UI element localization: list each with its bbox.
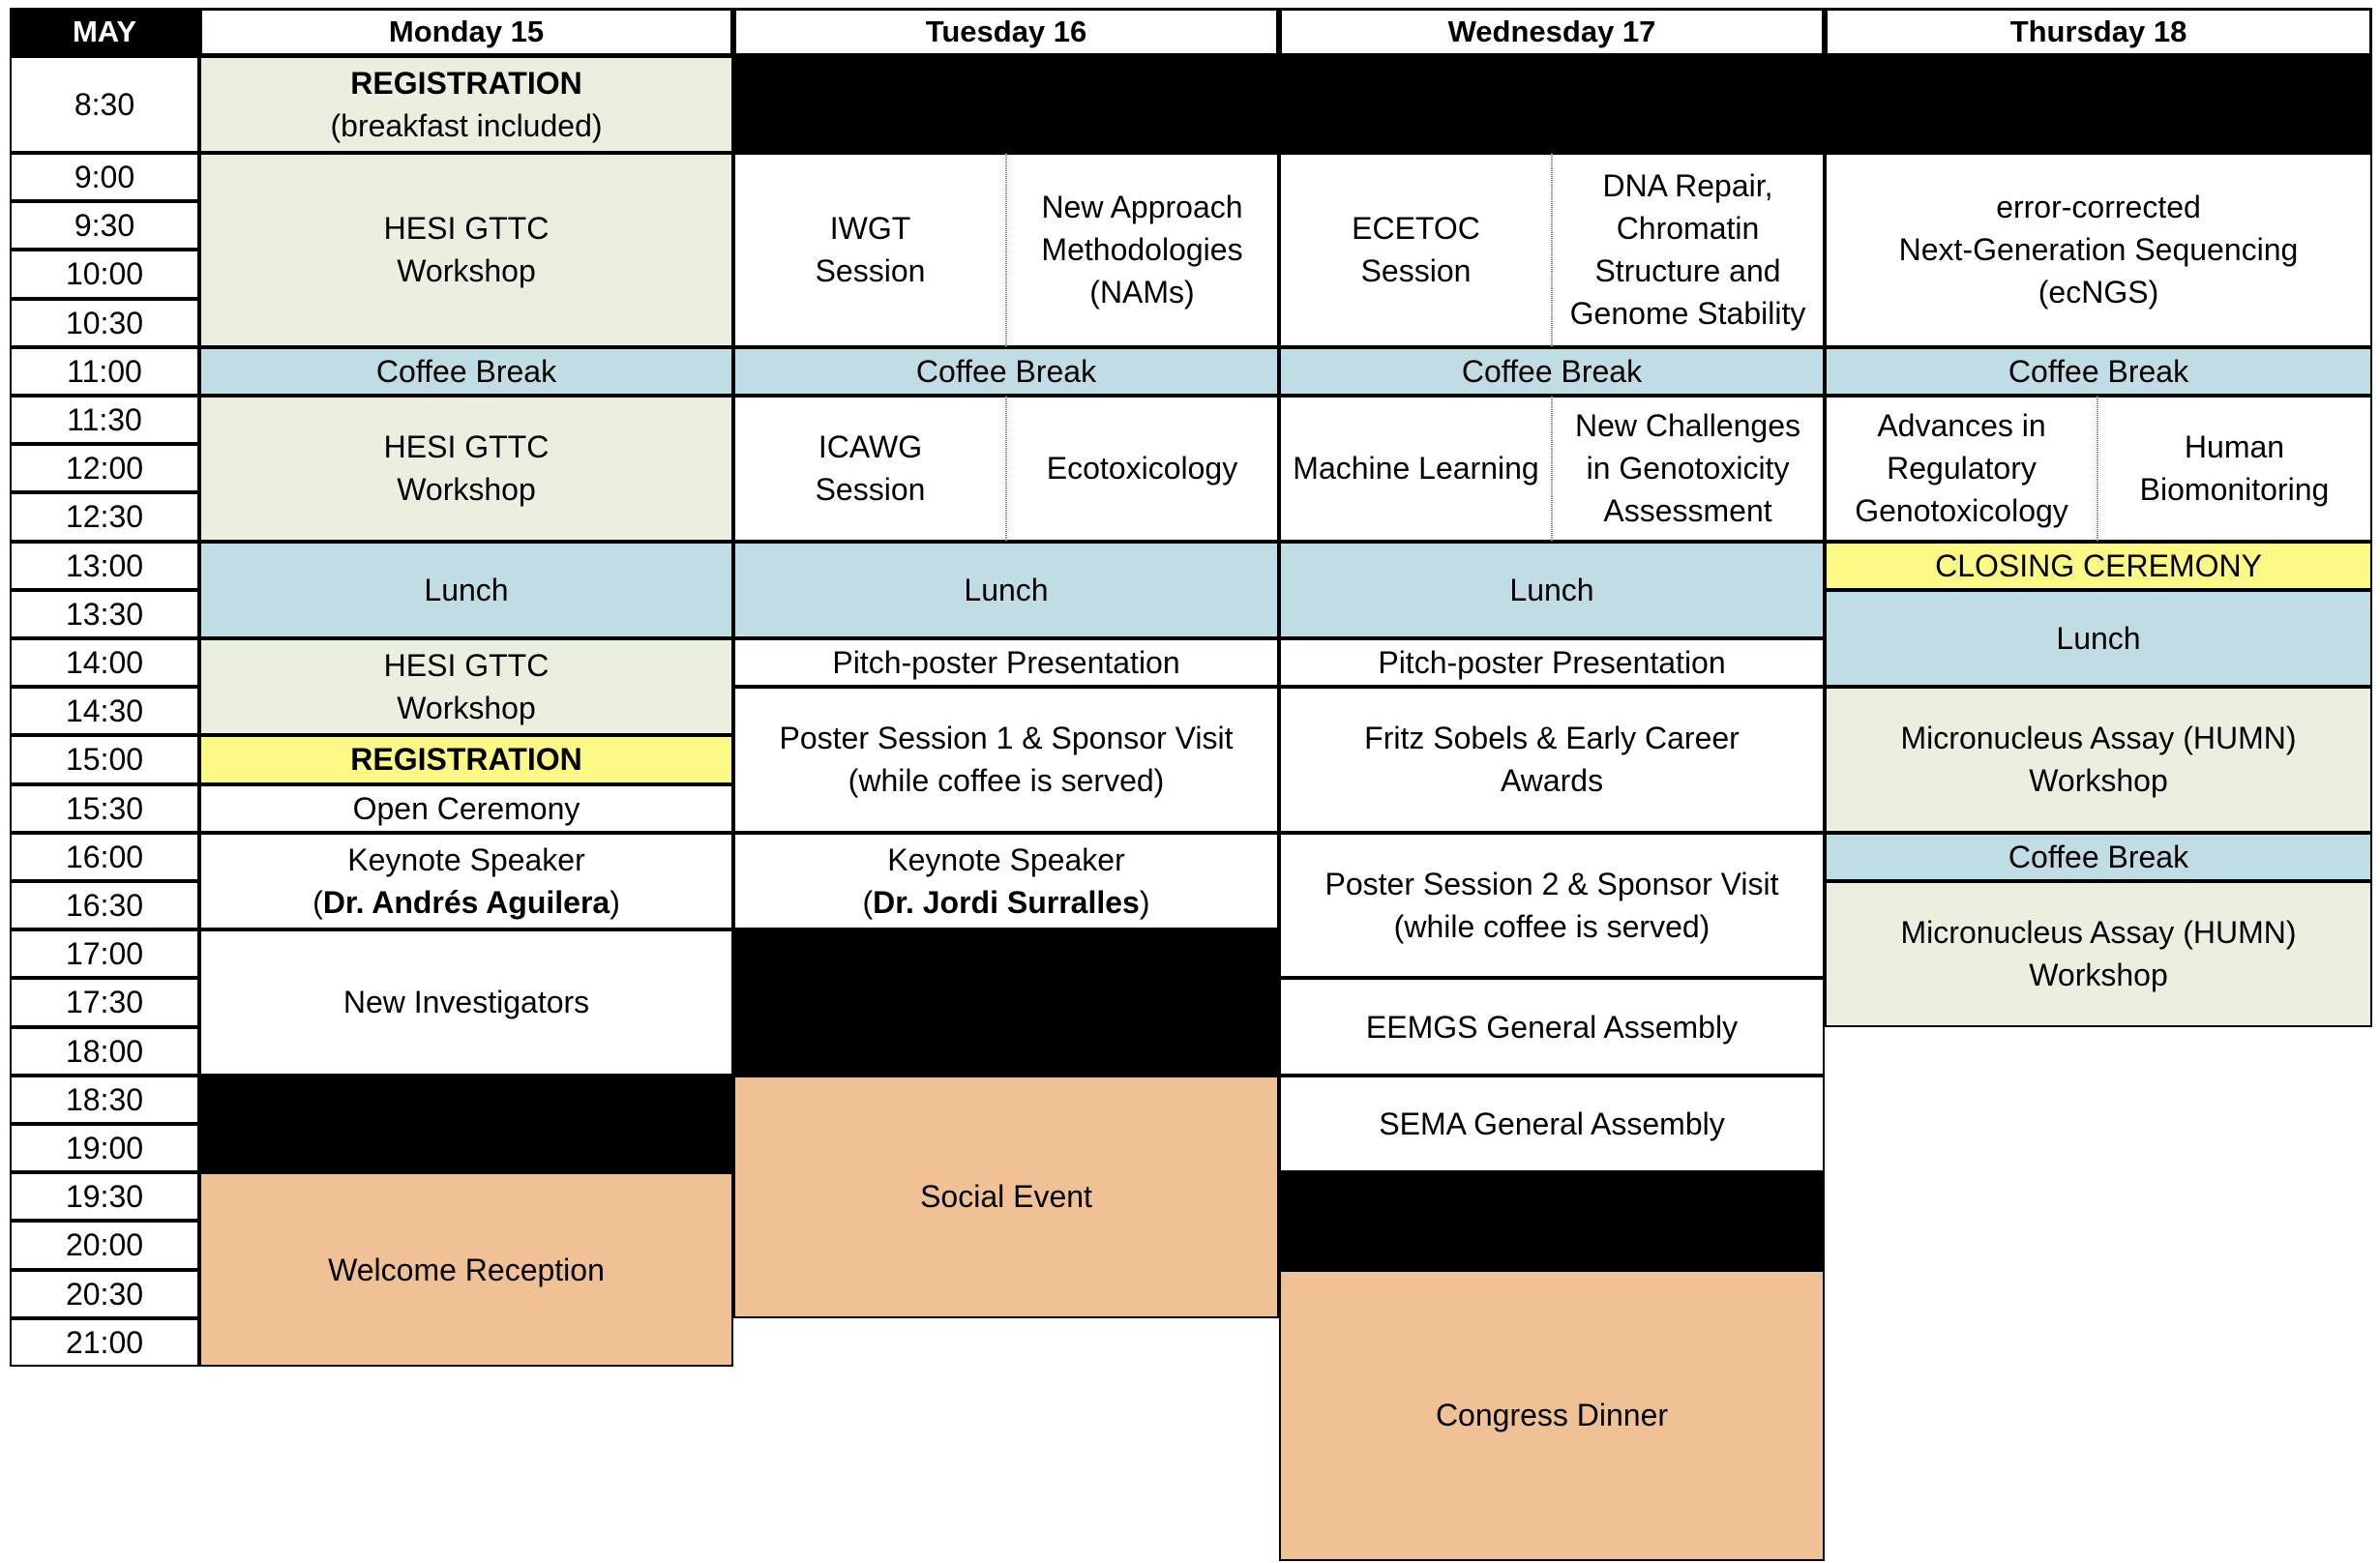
monday-welcome-reception	[199, 1172, 733, 1367]
thursday-closing-ceremony	[1825, 542, 2372, 590]
day-header	[733, 8, 1279, 56]
session-text-line: Session	[1360, 253, 1472, 289]
session-text-line: Biomonitoring	[2139, 472, 2330, 508]
time-slot	[10, 735, 199, 783]
session-text-line: (breakfast included)	[330, 108, 603, 143]
session-text-line: (NAMs)	[1089, 275, 1195, 310]
session-text-line: 17:30	[65, 985, 144, 1020]
session-text-line: Tuesday 16	[925, 15, 1087, 48]
session-text-line: Congress Dinner	[1435, 1398, 1669, 1433]
session-text-line: Keynote Speaker	[347, 841, 585, 877]
time-slot	[10, 1076, 199, 1124]
tuesday-ecotox	[1006, 396, 1279, 542]
time-slot	[10, 250, 199, 298]
keynote-speaker	[312, 881, 620, 924]
session-text-line: Social Event	[920, 1179, 1092, 1215]
session-text-line: Monday 15	[388, 15, 545, 48]
wednesday-coffee-break	[1279, 347, 1825, 396]
session-text-line: Poster Session 2 & Sponsor Visit	[1324, 867, 1779, 902]
wednesday-new-challenges	[1552, 396, 1825, 542]
session-text-line: New Challenges	[1574, 408, 1800, 444]
session-text-line: Next-Generation Sequencing	[1898, 232, 2299, 268]
time-slot	[10, 929, 199, 978]
session-text-line: in Genotoxicity	[1586, 451, 1790, 487]
paren: )	[1139, 884, 1150, 920]
time-slot	[10, 396, 199, 444]
session-text-line: 20:00	[65, 1227, 144, 1263]
thursday-lunch	[1825, 590, 2372, 688]
session-text-line: Coffee Break	[2008, 353, 2189, 389]
session-text-line: 8:30	[74, 87, 135, 122]
session-text-line: 15:00	[65, 742, 144, 778]
session-text-line: Fritz Sobels & Early Career	[1364, 721, 1740, 756]
session-text-line: Human	[2184, 429, 2285, 465]
time-slot	[10, 299, 199, 347]
session-text-line: ECETOC	[1352, 211, 1480, 247]
session-text-line: 13:30	[65, 596, 144, 632]
session-text-line: EEMGS General Assembly	[1365, 1009, 1739, 1045]
session-text-line: DNA Repair,	[1602, 168, 1773, 204]
tuesday-icawg	[733, 396, 1006, 542]
thursday-ecngs	[1825, 153, 2372, 347]
session-text-line: HESI GTTC	[383, 211, 550, 247]
session-text-line: Ecotoxicology	[1046, 451, 1238, 487]
session-text-line: (ecNGS)	[2038, 275, 2159, 310]
session-text-line: Workshop	[2029, 958, 2168, 993]
session-text-line: Coffee Break	[375, 353, 557, 389]
wednesday-dna-repair	[1552, 153, 1825, 347]
session-text-line: Genome Stability	[1569, 296, 1806, 332]
session-text-line: 9:00	[74, 160, 135, 195]
wednesday-awards	[1279, 687, 1825, 833]
session-text-line: Coffee Break	[2008, 839, 2189, 874]
time-slot	[10, 687, 199, 735]
session-text-line: Lunch	[2056, 620, 2141, 656]
thursday-humn-workshop-2	[1825, 881, 2372, 1027]
session-text-line: Structure and	[1594, 253, 1781, 289]
time-slot	[10, 1318, 199, 1367]
tuesday-keynote	[733, 833, 1279, 929]
time-slot	[10, 492, 199, 541]
monday-keynote	[199, 833, 733, 929]
monday-hesi-workshop-3	[199, 638, 733, 735]
day-header	[199, 8, 733, 56]
session-text-line: 9:30	[74, 208, 135, 244]
wednesday-sema-assembly	[1279, 1076, 1825, 1172]
monday-registration-2	[199, 735, 733, 783]
session-text-line: 18:00	[65, 1033, 144, 1069]
tuesday-lunch	[733, 542, 1279, 638]
time-slot	[10, 444, 199, 492]
thursday-humn-workshop-1	[1825, 687, 2372, 833]
monday-hesi-workshop-1	[199, 153, 733, 347]
session-text-line: Open Ceremony	[352, 790, 580, 826]
monday-lunch	[199, 542, 733, 638]
session-text-line: Awards	[1500, 763, 1604, 799]
session-text-line: 12:30	[65, 499, 144, 535]
tuesday-pitch-poster	[733, 638, 1279, 687]
session-text-line: Pitch-poster Presentation	[832, 645, 1180, 681]
keynote-speaker	[863, 881, 1150, 924]
tuesday-coffee-break	[733, 347, 1279, 396]
time-slot	[10, 638, 199, 687]
session-text-line: ICAWG	[818, 429, 923, 465]
thursday-advances-regulatory	[1825, 396, 2097, 542]
session-text-line: 19:00	[65, 1131, 144, 1166]
paren: (	[312, 884, 323, 920]
session-text-line: Advances in	[1877, 408, 2046, 444]
time-slot	[10, 1221, 199, 1269]
monday-new-investigators	[199, 929, 733, 1076]
session-text-line: 10:00	[65, 256, 144, 292]
session-text-line: Chromatin	[1616, 211, 1760, 247]
monday-registration	[199, 56, 733, 153]
session-text-line: 16:30	[65, 888, 144, 924]
wednesday-ecetoc	[1279, 153, 1552, 347]
session-text-line: MAY	[72, 15, 137, 48]
time-slot	[10, 784, 199, 833]
paren: (	[862, 884, 874, 920]
session-text-line: error-corrected	[1996, 190, 2201, 225]
monday-blackout	[199, 1076, 733, 1172]
thursday-coffee-break-2	[1825, 833, 2372, 881]
session-text-line: Thursday 18	[2009, 15, 2187, 48]
day-header	[1825, 8, 2372, 56]
session-text-line: Methodologies	[1041, 232, 1243, 268]
speaker-name: Dr. Andrés Aguilera	[322, 884, 610, 920]
session-text-line: Session	[815, 253, 926, 289]
session-text-line: 17:00	[65, 936, 144, 972]
monday-open-ceremony	[199, 784, 733, 833]
time-slot	[10, 201, 199, 250]
monday-coffee-break	[199, 347, 733, 396]
tuesday-nams	[1006, 153, 1279, 347]
time-slot	[10, 1027, 199, 1076]
session-text-line: Workshop	[397, 253, 536, 289]
session-text-line: Keynote Speaker	[887, 841, 1125, 877]
session-text-line: CLOSING CEREMONY	[1935, 547, 2262, 583]
wednesday-eemgs-assembly	[1279, 978, 1825, 1075]
tue-thu-blackout-morning	[733, 56, 2372, 153]
session-text-line: 18:30	[65, 1081, 144, 1117]
wednesday-poster-session	[1279, 833, 1825, 979]
session-text-line: 13:00	[65, 547, 144, 583]
month-header	[10, 8, 199, 56]
wednesday-blackout	[1279, 1172, 1825, 1269]
wednesday-pitch-poster	[1279, 638, 1825, 687]
session-text-line: Wednesday 17	[1447, 15, 1656, 48]
session-text-line: Session	[815, 472, 926, 508]
time-slot	[10, 833, 199, 881]
paren: )	[610, 884, 620, 920]
session-text-line: Regulatory	[1887, 451, 2037, 487]
session-text-line: Workshop	[2029, 763, 2168, 799]
session-text-line: HESI GTTC	[383, 429, 550, 465]
session-text-line: SEMA General Assembly	[1379, 1106, 1725, 1141]
time-slot	[10, 1270, 199, 1318]
session-text-line: Workshop	[397, 472, 536, 508]
session-text-line: Pitch-poster Presentation	[1378, 645, 1726, 681]
session-text-line: IWGT	[829, 211, 911, 247]
time-slot	[10, 978, 199, 1026]
session-text-line: 16:00	[65, 839, 144, 874]
time-slot	[10, 542, 199, 590]
session-text-line: 11:30	[67, 402, 142, 438]
session-text-line: New Approach	[1041, 190, 1243, 225]
session-text-line: Workshop	[397, 691, 536, 726]
thursday-coffee-break	[1825, 347, 2372, 396]
wednesday-lunch	[1279, 542, 1825, 638]
wednesday-machine-learning	[1279, 396, 1552, 542]
session-text-line: Welcome Reception	[328, 1252, 605, 1287]
tuesday-iwgt	[733, 153, 1006, 347]
session-text-line: New Investigators	[342, 985, 590, 1020]
session-text-line: 15:30	[65, 790, 144, 826]
session-text-line: Micronucleus Assay (HUMN)	[1900, 915, 2297, 951]
speaker-name: Dr. Jordi Surralles	[873, 884, 1140, 920]
time-slot	[10, 1172, 199, 1221]
session-text-line: 14:30	[65, 693, 144, 729]
tuesday-blackout	[733, 929, 1279, 1076]
session-text-line: Micronucleus Assay (HUMN)	[1900, 721, 2297, 756]
session-text-line: REGISTRATION	[350, 742, 582, 778]
session-text-line: Lunch	[964, 572, 1049, 607]
session-text-line: 12:00	[65, 451, 144, 487]
time-slot	[10, 1124, 199, 1172]
session-text-line: Lunch	[424, 572, 509, 607]
session-text-line: Machine Learning	[1293, 451, 1539, 487]
session-text-line: 10:30	[65, 305, 144, 340]
session-text-line: (while coffee is served)	[848, 763, 1165, 799]
time-slot	[10, 153, 199, 201]
session-text-line: 20:30	[65, 1276, 144, 1312]
wednesday-congress-dinner	[1279, 1270, 1825, 1561]
session-text-line: Assessment	[1603, 493, 1772, 529]
monday-hesi-workshop-2	[199, 396, 733, 542]
session-text-line: 21:00	[65, 1324, 144, 1360]
thursday-human-biomonitoring	[2097, 396, 2372, 542]
time-slot	[10, 590, 199, 638]
session-text-line: 19:30	[65, 1179, 144, 1215]
time-slot	[10, 881, 199, 929]
session-text-line: Poster Session 1 & Sponsor Visit	[779, 721, 1234, 756]
session-text-line: Coffee Break	[915, 353, 1097, 389]
session-text-line: REGISTRATION	[350, 66, 582, 101]
session-text-line: Lunch	[1509, 572, 1594, 607]
session-text-line: 11:00	[67, 353, 142, 389]
tuesday-social-event	[733, 1076, 1279, 1318]
time-slot	[10, 56, 199, 153]
session-text-line: Genotoxicology	[1855, 493, 2068, 529]
session-text-line: (while coffee is served)	[1393, 909, 1711, 945]
session-text-line: Coffee Break	[1461, 353, 1643, 389]
time-slot	[10, 347, 199, 396]
tuesday-poster-session	[733, 687, 1279, 833]
day-header	[1279, 8, 1825, 56]
session-text-line: 14:00	[65, 645, 144, 681]
session-text-line: HESI GTTC	[383, 648, 550, 684]
